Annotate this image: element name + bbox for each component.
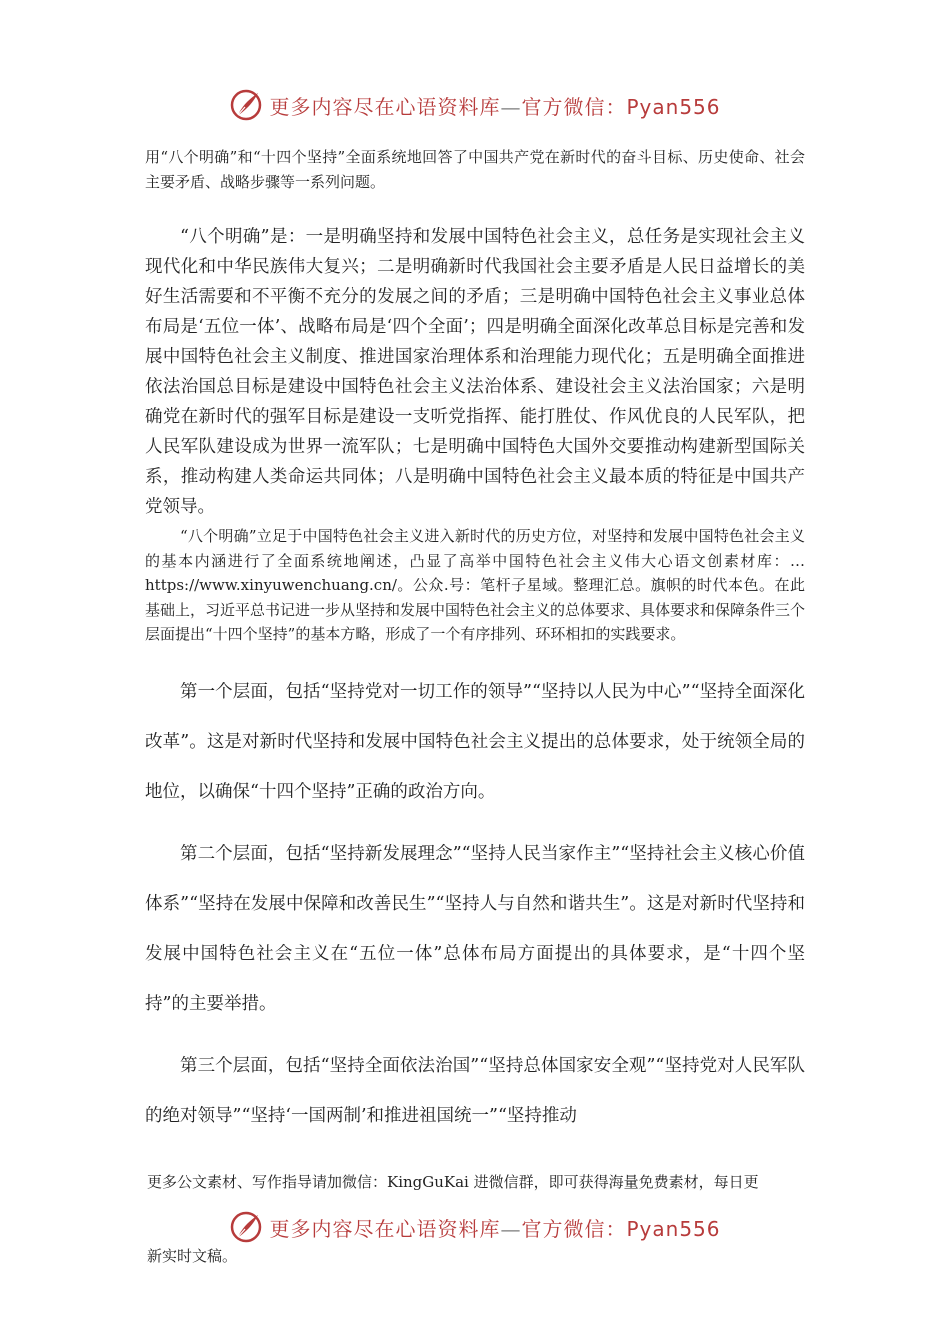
header-wechat-id: Pyan556	[626, 1216, 721, 1241]
footer-note-line2: 新实时文稿。	[147, 1247, 238, 1265]
header-separator: —	[500, 1216, 522, 1241]
paragraph-eight-clarifications-analysis: “八个明确”立足于中国特色社会主义进入新时代的历史方位，对坚持和发展中国特色社会主义的基本内涵进行了全面系统地阐述，凸显了高举中国特色社会主义伟大心语文创素材库：…https://www.xinyuwenchuang.cn/。公众.号：笔杆子星域。整理汇总。旗帜的时代本色。在此基础上，习近平总书记进一步从坚持和发展中国特色社会主义的总体要求、具体要求和保障条件三个层面提出“十四个坚持”的基本方略，形成了一个有序排列、环环相扣的实践要求。	[145, 527, 806, 643]
paragraph-eight-clarifications: “八个明确”是：一是明确坚持和发展中国特色社会主义，总任务是实现社会主义现代化和中华民族伟大复兴；二是明确新时代我国社会主要矛盾是人民日益增长的美好生活需要和不平衡不充分的发展之间的矛盾；三是明确中国特色社会主义事业总体布局是‘五位一体’、战略布局是‘四个全面’；四是明确全面深化改革总目标是完善和发展中国特色社会主义制度、推进国家治理体系和治理能力现代化；五是明确全面推进依法治国总目标是建设中国特色社会主义法治体系、建设社会主义法治国家；六是明确党在新时代的强军目标是建设一支听党指挥、能打胜仗、作风优良的人民军队，把人民军队建设成为世界一流军队；七是明确中国特色大国外交要推动构建新型国际关系，推动构建人类命运共同体；八是明确中国特色社会主义最本质的特征是中国共产党领导。	[145, 227, 805, 517]
header-site-name: 更多内容尽在心语资料库	[269, 94, 501, 119]
header-banner-text	[269, 91, 720, 120]
quill-logo-icon	[229, 1210, 263, 1244]
header-site-name: 更多内容尽在心语资料库	[269, 1216, 501, 1241]
document-body	[145, 145, 805, 1141]
header-wechat-label: 官方微信：	[521, 94, 627, 119]
page-header-bottom	[0, 1207, 950, 1247]
header-wechat-label: 官方微信：	[521, 1216, 627, 1241]
paragraph-first-level: 第一个层面，包括“坚持党对一切工作的领导”“坚持以人民为中心”“坚持全面深化改革”。这是对新时代坚持和发展中国特色社会主义提出的总体要求，处于统领全局的地位，以确保“十四个坚持”正确的政治方向。	[145, 681, 805, 802]
header-banner-text	[269, 1213, 720, 1242]
paragraph-second-level: 第二个层面，包括“坚持新发展理念”“坚持人民当家作主”“坚持社会主义核心价值体系”“坚持在发展中保障和改善民生”“坚持人与自然和谐共生”。这是对新时代坚持和发展中国特色社会主义在“五位一体”总体布局方面提出的具体要求，是“十四个坚持”的主要举措。	[145, 843, 805, 1014]
paragraph-third-level: 第三个层面，包括“坚持全面依法治国”“坚持总体国家安全观”“坚持党对人民军队的绝对领导”“坚持‘一国两制’和推进祖国统一”“坚持推动	[145, 1055, 805, 1126]
page-header-top	[0, 85, 950, 125]
quill-logo-icon	[229, 88, 263, 122]
paragraph-intro: 用“八个明确”和“十四个坚持”全面系统地回答了中国共产党在新时代的奋斗目标、历史使命、社会主要矛盾、战略步骤等一系列问题。	[145, 148, 805, 191]
header-wechat-id: Pyan556	[626, 94, 721, 119]
header-separator: —	[500, 94, 522, 119]
footer-note-line1: 更多公文素材、写作指导请加微信：KingGuKai 进微信群，即可获得海量免费素材，每日更	[147, 1173, 759, 1191]
